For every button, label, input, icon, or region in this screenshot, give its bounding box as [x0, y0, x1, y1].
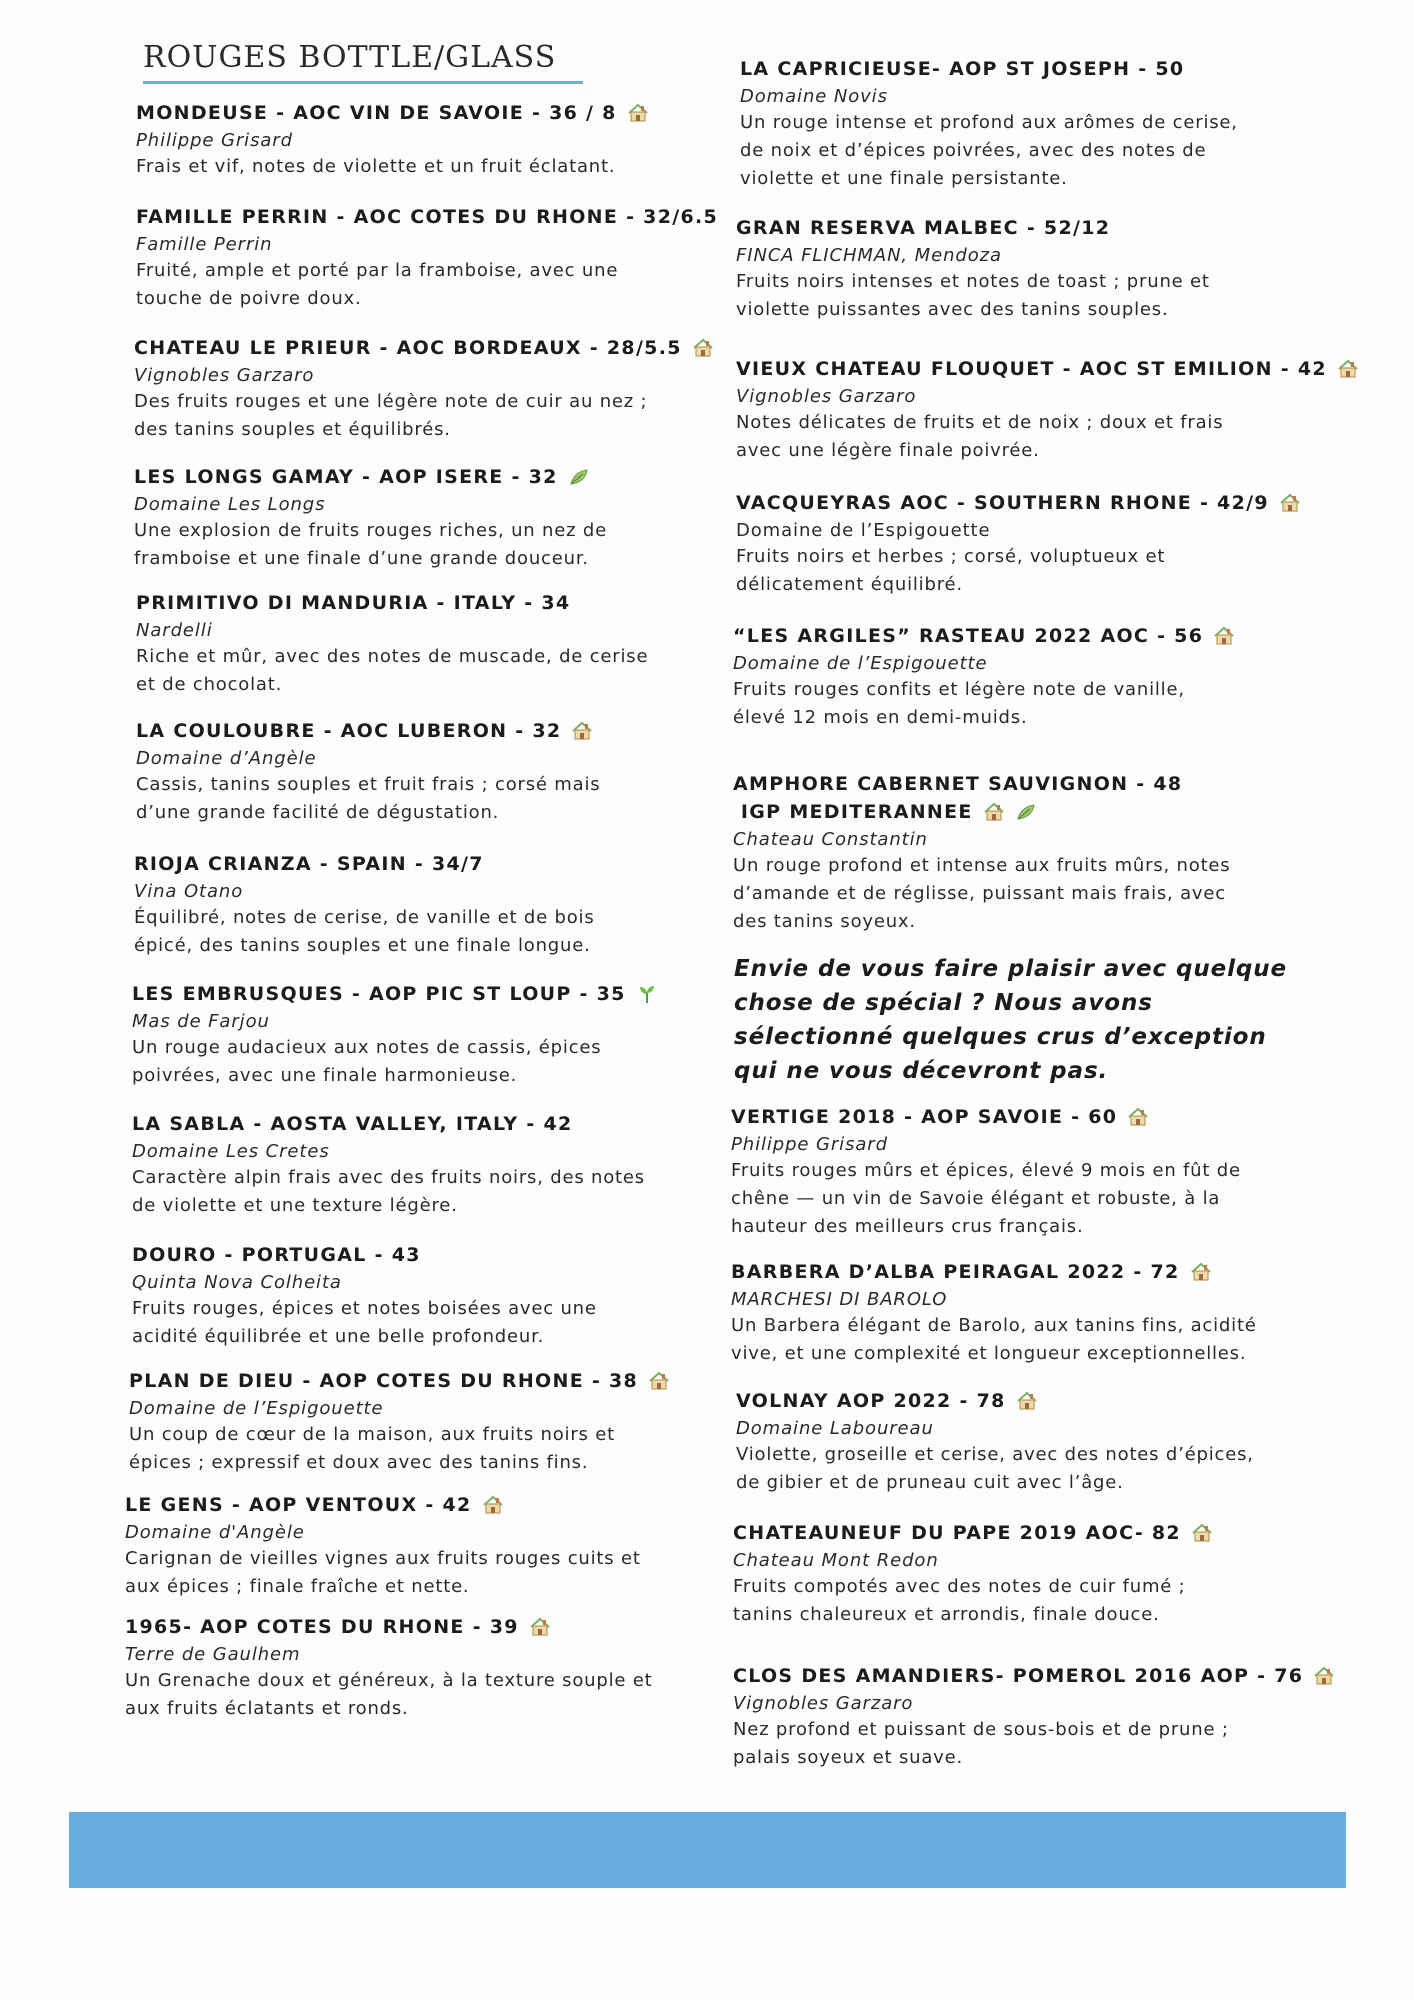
- wine-description: Fruits rouges confits et légère note de vanille, élevé 12 mois en demi-muids.: [733, 679, 1185, 728]
- wine-producer: Terre de Gaulhem: [125, 1644, 301, 1665]
- wine-description: Violette, groseille et cerise, avec des notes d’épices, de gibier et de pruneau cuit avec l’âge.: [736, 1444, 1254, 1493]
- wine-name-text: LA COULOUBRE - AOC LUBERON - 32: [136, 720, 562, 742]
- wine-name-text: RIOJA CRIANZA - SPAIN - 34/7: [134, 853, 484, 875]
- wine-item: [731, 1106, 1271, 1241]
- house-icon: [627, 103, 649, 123]
- wine-name-text: MONDEUSE - AOC VIN DE SAVOIE - 36 / 8: [136, 102, 617, 124]
- wine-description: Notes délicates de fruits et de noix ; doux et frais avec une légère finale poivrée.: [736, 412, 1224, 461]
- wine-name-text: LE GENS - AOP VENTOUX - 42: [125, 1494, 472, 1516]
- wine-producer: Domaine d’Angèle: [136, 748, 317, 769]
- wine-producer: Philippe Grisard: [136, 130, 293, 151]
- house-icon: [1016, 1391, 1038, 1411]
- wine-item: [136, 592, 656, 699]
- leaf-icon: [568, 467, 590, 487]
- wine-description: Frais et vif, notes de violette et un fruit éclatant.: [136, 156, 616, 177]
- wine-item: [733, 625, 1233, 732]
- wine-description: Un rouge intense et profond aux arômes de cerise, de noix et d’épices poivrées, avec des notes de violette et une finale persistante.: [740, 112, 1238, 189]
- wine-item: [736, 1390, 1256, 1497]
- wine-description: Un Barbera élégant de Barolo, aux tanins fins, acidité vive, et une complexité et longueur exceptionnelles.: [731, 1315, 1257, 1364]
- wine-name: [132, 983, 652, 1005]
- wine-producer: Domaine Novis: [740, 86, 888, 107]
- wine-description: Un Grenache doux et généreux, à la texture souple et aux fruits éclatants et ronds.: [125, 1670, 653, 1719]
- house-icon: [1191, 1523, 1213, 1543]
- wine-name: [733, 625, 1233, 647]
- wine-name-text: VERTIGE 2018 - AOP SAVOIE - 60: [731, 1106, 1118, 1128]
- wine-description: Des fruits rouges et une légère note de cuir au nez ; des tanins souples et équilibrés.: [134, 391, 648, 440]
- wine-item: [136, 102, 656, 181]
- wine-name: [136, 206, 719, 228]
- wine-item: [136, 720, 656, 827]
- wine-name-text: IGP MEDITERANNEE: [733, 801, 973, 823]
- wine-name-text: PLAN DE DIEU - AOP COTES DU RHONE - 38: [129, 1370, 639, 1392]
- wine-name-text: AMPHORE CABERNET SAUVIGNON - 48: [733, 773, 1183, 795]
- leaf-icon: [1015, 802, 1037, 822]
- wine-item: [129, 1370, 649, 1477]
- house-icon: [1190, 1262, 1212, 1282]
- house-icon: [1337, 359, 1359, 379]
- wine-name: [136, 592, 656, 614]
- wine-description: Fruits noirs et herbes ; corsé, voluptueux et délicatement équilibré.: [736, 546, 1166, 595]
- wine-name-text: CLOS DES AMANDIERS- POMEROL 2016 AOP - 76: [733, 1665, 1304, 1687]
- wine-name: [740, 58, 1240, 80]
- wine-description: Caractère alpin frais avec des fruits noirs, des notes de violette et une texture légère.: [132, 1167, 645, 1216]
- wine-description: Nez profond et puissant de sous-bois et de prune ; palais soyeux et suave.: [733, 1719, 1229, 1768]
- wine-item: [134, 853, 654, 960]
- wine-name: [136, 720, 656, 742]
- house-icon: [648, 1371, 670, 1391]
- wine-producer: Vina Otano: [134, 881, 244, 902]
- wine-item: [125, 1616, 665, 1723]
- wine-item: [740, 58, 1240, 193]
- wine-name: [733, 1522, 1233, 1544]
- house-icon: [1279, 493, 1301, 513]
- wine-producer: Quinta Nova Colheita: [132, 1272, 342, 1293]
- sprout-icon: [636, 984, 658, 1004]
- wine-producer: Chateau Constantin: [733, 829, 928, 850]
- wine-item: [132, 983, 652, 1090]
- wine-name-text: LES LONGS GAMAY - AOP ISERE - 32: [134, 466, 558, 488]
- page-title: ROUGES BOTTLE/GLASS: [143, 40, 583, 84]
- wine-name-text: BARBERA D’ALBA PEIRAGAL 2022 - 72: [731, 1261, 1180, 1283]
- wine-item: [731, 1261, 1291, 1368]
- house-icon: [1213, 626, 1235, 646]
- wine-name-text: LES EMBRUSQUES - AOP PIC ST LOUP - 35: [132, 983, 626, 1005]
- wine-description: Un rouge profond et intense aux fruits mûrs, notes d’amande et de réglisse, puissant mais frais, avec des tanins soyeux.: [733, 855, 1231, 932]
- house-icon: [529, 1617, 551, 1637]
- wine-item: [134, 466, 654, 573]
- wine-name: [736, 358, 1327, 380]
- house-icon: [983, 802, 1005, 822]
- wine-name-text: FAMILLE PERRIN - AOC COTES DU RHONE - 32/6.5: [136, 206, 719, 228]
- wine-item: [736, 492, 1269, 599]
- house-icon: [1127, 1107, 1149, 1127]
- wine-name: [134, 466, 654, 488]
- wine-description: Un coup de cœur de la maison, aux fruits noirs et épices ; expressif et doux avec des tanins fins.: [129, 1424, 615, 1473]
- wine-name: [733, 1665, 1304, 1687]
- wine-producer: Vignobles Garzaro: [736, 386, 917, 407]
- footer-bar: [69, 1812, 1346, 1888]
- house-icon: [1313, 1666, 1335, 1686]
- wine-name: [736, 217, 1236, 239]
- wine-name-text: “LES ARGILES” RASTEAU 2022 AOC - 56: [733, 625, 1204, 647]
- wine-name-line2: [733, 801, 1253, 823]
- wine-name: [731, 1106, 1271, 1128]
- wine-name: [132, 1113, 652, 1135]
- wine-name-text: 1965- AOP COTES DU RHONE - 39: [125, 1616, 519, 1638]
- wine-producer: Domaine d'Angèle: [125, 1522, 305, 1543]
- wine-name-text: LA SABLA - AOSTA VALLEY, ITALY - 42: [132, 1113, 573, 1135]
- wine-producer: Famille Perrin: [136, 234, 273, 255]
- wine-producer: Vignobles Garzaro: [134, 365, 315, 386]
- wine-name: [125, 1616, 665, 1638]
- wine-producer: FINCA FLICHMAN, Mendoza: [736, 245, 1002, 266]
- wine-producer: Domaine de l’Espigouette: [733, 653, 988, 674]
- wine-name: [134, 853, 654, 875]
- wine-item: [132, 1113, 652, 1220]
- wine-name-text: VIEUX CHATEAU FLOUQUET - AOC ST EMILION - 42: [736, 358, 1327, 380]
- wine-item: [733, 1665, 1304, 1772]
- wine-name: [134, 337, 682, 359]
- wine-description: Fruits rouges, épices et notes boisées avec une acidité équilibrée et une belle profondeur.: [132, 1298, 597, 1347]
- wine-name-text: VACQUEYRAS AOC - SOUTHERN RHONE - 42/9: [736, 492, 1269, 514]
- wine-name: [733, 773, 1253, 795]
- wine-name: [129, 1370, 649, 1392]
- wine-name-text: DOURO - PORTUGAL - 43: [132, 1244, 421, 1266]
- wine-name-text: VOLNAY AOP 2022 - 78: [736, 1390, 1006, 1412]
- wine-producer: Domaine Les Cretes: [132, 1141, 330, 1162]
- wine-description: Carignan de vieilles vignes aux fruits rouges cuits et aux épices ; finale fraîche et nette.: [125, 1548, 641, 1597]
- wine-name: [736, 492, 1269, 514]
- wine-description: Riche et mûr, avec des notes de muscade, de cerise et de chocolat.: [136, 646, 649, 695]
- wine-producer: Mas de Farjou: [132, 1011, 270, 1032]
- wine-name: [731, 1261, 1291, 1283]
- wine-producer: Philippe Grisard: [731, 1134, 888, 1155]
- wine-name: [125, 1494, 665, 1516]
- wine-name-text: CHATEAU LE PRIEUR - AOC BORDEAUX - 28/5.5: [134, 337, 682, 359]
- wine-description: Cassis, tanins souples et fruit frais ; corsé mais d’une grande facilité de dégustation.: [136, 774, 601, 823]
- house-icon: [692, 338, 714, 358]
- house-icon: [571, 721, 593, 741]
- wine-item: [733, 1522, 1233, 1629]
- wine-producer: Nardelli: [136, 620, 213, 641]
- wine-description: Fruits rouges mûrs et épices, élevé 9 mois en fût de chêne — un vin de Savoie élégant et robuste, à la hauteur des meilleurs crus français.: [731, 1160, 1241, 1237]
- house-icon: [482, 1495, 504, 1515]
- wine-item: [733, 773, 1253, 936]
- wine-name: [136, 102, 656, 124]
- wine-name: [132, 1244, 652, 1266]
- wine-description: Équilibré, notes de cerise, de vanille et de bois épicé, des tanins souples et une finale longue.: [134, 907, 595, 956]
- wine-producer: Vignobles Garzaro: [733, 1693, 914, 1714]
- wine-description: Fruité, ample et porté par la framboise, avec une touche de poivre doux.: [136, 260, 619, 309]
- wine-description: Fruits noirs intenses et notes de toast ; prune et violette puissantes avec des tanins souples.: [736, 271, 1210, 320]
- wine-name: [736, 1390, 1256, 1412]
- wine-description: Une explosion de fruits rouges riches, un nez de framboise et une finale d’une grande douceur.: [134, 520, 607, 569]
- wine-producer: Chateau Mont Redon: [733, 1550, 939, 1571]
- wine-producer: MARCHESI DI BAROLO: [731, 1289, 948, 1310]
- wine-name-text: GRAN RESERVA MALBEC - 52/12: [736, 217, 1111, 239]
- wine-item: [125, 1494, 665, 1601]
- wine-producer: Domaine de l’Espigouette: [736, 520, 991, 541]
- wine-producer: Domaine Laboureau: [736, 1418, 934, 1439]
- wine-name-text: LA CAPRICIEUSE- AOP ST JOSEPH - 50: [740, 58, 1185, 80]
- wine-description: Fruits compotés avec des notes de cuir fumé ; tanins chaleureux et arrondis, finale douce.: [733, 1576, 1186, 1625]
- wine-item: [134, 337, 682, 444]
- wine-name-text: PRIMITIVO DI MANDURIA - ITALY - 34: [136, 592, 571, 614]
- wine-name-text: CHATEAUNEUF DU PAPE 2019 AOC- 82: [733, 1522, 1181, 1544]
- wine-item: [736, 217, 1236, 324]
- wine-item: [132, 1244, 652, 1351]
- wine-producer: Domaine de l’Espigouette: [129, 1398, 384, 1419]
- wine-description: Un rouge audacieux aux notes de cassis, épices poivrées, avec une finale harmonieuse.: [132, 1037, 602, 1086]
- wine-item: [736, 358, 1327, 465]
- wine-item: [136, 206, 719, 313]
- wine-producer: Domaine Les Longs: [134, 494, 326, 515]
- promo-text: Envie de vous faire plaisir avec quelque chose de spécial ? Nous avons sélectionné quelques crus d’exception qui ne vous décevront pas.: [734, 956, 1288, 1084]
